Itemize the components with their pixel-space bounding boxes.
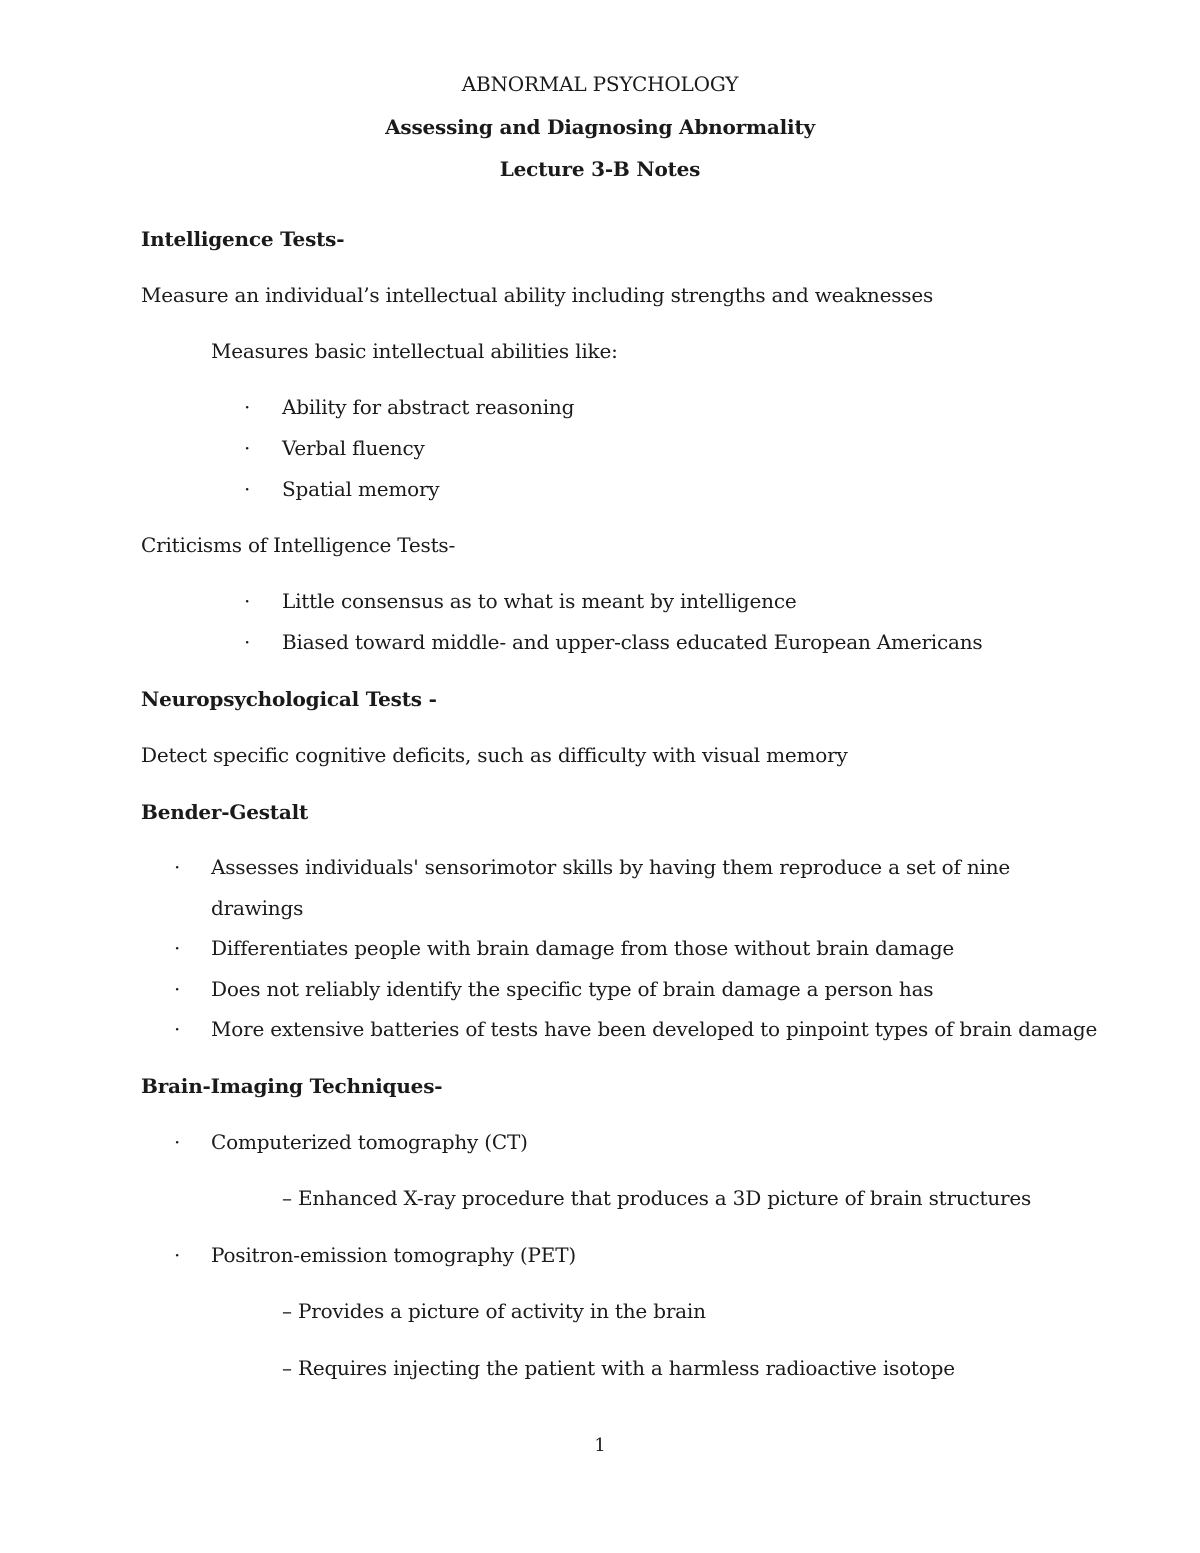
document-subtitle: Assessing and Diagnosing Abnormality bbox=[385, 115, 815, 139]
lecture-label: Lecture 3-B Notes bbox=[499, 157, 701, 181]
ability-item: Verbal fluency bbox=[282, 436, 425, 460]
neuropsych-description: Detect specific cognitive deficits, such as difficulty with visual memory bbox=[141, 743, 848, 767]
bullet-icon: · bbox=[174, 936, 181, 960]
intelligence-heading: Intelligence Tests- bbox=[141, 227, 345, 251]
imaging-detail: – Provides a picture of activity in the brain bbox=[282, 1299, 706, 1323]
page-number: 1 bbox=[594, 1435, 606, 1456]
bullet-icon: · bbox=[244, 395, 251, 419]
bullet-icon: · bbox=[244, 436, 251, 460]
bullet-icon: · bbox=[174, 1130, 181, 1154]
document-title: ABNORMAL PSYCHOLOGY bbox=[461, 72, 739, 96]
criticism-item: Biased toward middle- and upper-class educated European Americans bbox=[282, 630, 983, 654]
intelligence-description: Measure an individual’s intellectual ability including strengths and weaknesses bbox=[141, 283, 934, 307]
imaging-heading: Brain-Imaging Techniques- bbox=[141, 1074, 443, 1098]
bender-item: Does not reliably identify the specific type of brain damage a person has bbox=[211, 977, 934, 1001]
bender-heading: Bender-Gestalt bbox=[141, 800, 309, 824]
bender-item: Differentiates people with brain damage from those without brain damage bbox=[211, 936, 955, 960]
bullet-icon: · bbox=[174, 1243, 181, 1267]
bullet-icon: · bbox=[174, 977, 181, 1001]
ability-item: Ability for abstract reasoning bbox=[282, 395, 575, 419]
ability-item: Spatial memory bbox=[282, 477, 440, 501]
imaging-detail: – Enhanced X-ray procedure that produces a 3D picture of brain structures bbox=[282, 1186, 1032, 1210]
neuropsych-heading: Neuropsychological Tests - bbox=[141, 687, 437, 711]
bender-item-continuation: drawings bbox=[211, 896, 304, 920]
imaging-ct-label: Computerized tomography (CT) bbox=[211, 1130, 528, 1154]
bender-item: More extensive batteries of tests have been developed to pinpoint types of brain damage bbox=[211, 1017, 1098, 1041]
bullet-icon: · bbox=[244, 477, 251, 501]
imaging-pet-label: Positron-emission tomography (PET) bbox=[211, 1243, 576, 1267]
criticism-item: Little consensus as to what is meant by intelligence bbox=[282, 589, 797, 613]
bullet-icon: · bbox=[244, 589, 251, 613]
bullet-icon: · bbox=[244, 630, 251, 654]
bullet-icon: · bbox=[174, 1017, 181, 1041]
measures-intro: Measures basic intellectual abilities like: bbox=[211, 339, 618, 363]
bullet-icon: · bbox=[174, 855, 181, 879]
criticisms-heading: Criticisms of Intelligence Tests- bbox=[141, 533, 456, 557]
imaging-detail: – Requires injecting the patient with a harmless radioactive isotope bbox=[282, 1356, 955, 1380]
bender-item: Assesses individuals' sensorimotor skills by having them reproduce a set of nine bbox=[211, 855, 1011, 879]
